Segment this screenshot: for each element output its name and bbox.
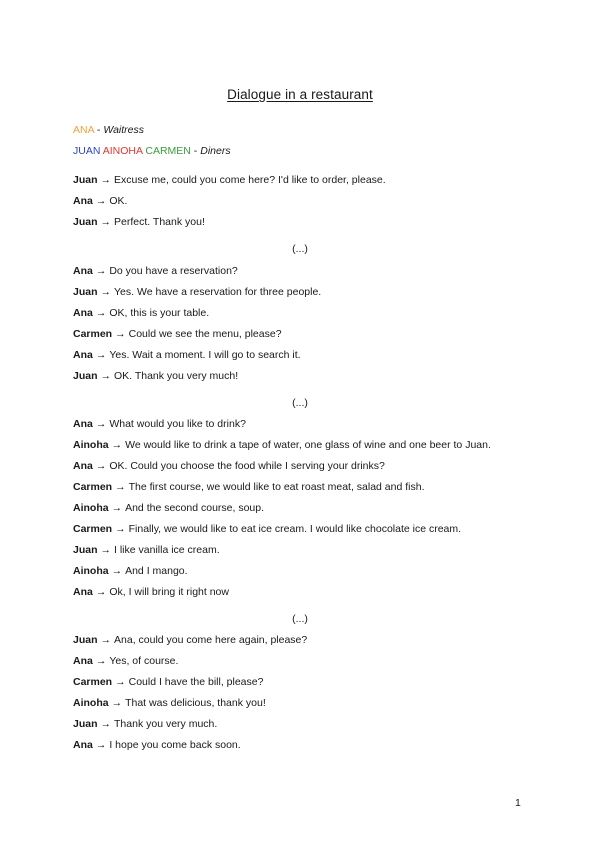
speaker-name: Juan — [73, 216, 98, 228]
cast-name-ainoha: AINOHA — [102, 145, 143, 157]
dialogue-text: And the second course, soup. — [125, 502, 265, 514]
scene-break: (...) — [292, 397, 308, 409]
dialogue-text: Yes. Wait a moment. I will go to search it. — [109, 349, 301, 361]
dialogue-text: OK. — [109, 195, 128, 207]
speaker-name: Ana — [73, 195, 93, 207]
arrow-icon: → — [111, 502, 123, 514]
dialogue-line — [73, 438, 491, 452]
speaker-name: Juan — [73, 370, 98, 382]
dialogue-line — [73, 369, 238, 383]
arrow-icon: → — [95, 349, 107, 361]
dialogue-text: That was delicious, thank you! — [125, 697, 266, 709]
dialogue-text: We would like to drink a tape of water, one glass of wine and one beer to Juan. — [125, 439, 491, 451]
role-separator: - — [94, 124, 104, 136]
arrow-icon: → — [95, 195, 107, 207]
page-number: 1 — [515, 797, 521, 809]
dialogue-line — [73, 654, 178, 668]
dialogue-text: Ok, I will bring it right now — [109, 586, 229, 598]
waitress-role-line — [73, 123, 144, 137]
speaker-name: Carmen — [73, 481, 113, 493]
dialogue-line — [73, 417, 246, 431]
arrow-icon: → — [100, 216, 112, 228]
dialogue-text: Finally, we would like to eat ice cream. I would like chocolate ice cream. — [128, 523, 462, 535]
dialogue-text: Perfect. Thank you! — [114, 216, 205, 228]
speaker-name: Ana — [73, 655, 93, 667]
arrow-icon: → — [115, 481, 126, 493]
dialogue-line — [73, 285, 321, 299]
arrow-icon: → — [100, 544, 112, 556]
dialogue-text: Could I have the bill, please? — [128, 676, 264, 688]
dialogue-line — [73, 696, 266, 710]
dialogue-line — [73, 522, 461, 536]
dialogue-text: I like vanilla ice cream. — [114, 544, 220, 556]
role-waitress: Waitress — [103, 124, 145, 136]
speaker-name: Carmen — [73, 523, 113, 535]
dialogue-text: OK, this is your table. — [109, 307, 210, 319]
speaker-name: Ana — [73, 460, 93, 472]
dialogue-line — [73, 306, 209, 320]
role-separator: - — [190, 145, 201, 157]
cast-name-ana: ANA — [73, 124, 95, 136]
role-diners: Diners — [200, 145, 231, 157]
arrow-icon: → — [100, 634, 112, 646]
speaker-name: Ainoha — [73, 439, 109, 451]
arrow-icon: → — [95, 418, 107, 430]
dialogue-line — [73, 633, 307, 647]
dialogue-line — [73, 348, 301, 362]
dialogue-text: Yes. We have a reservation for three people. — [114, 286, 322, 298]
arrow-icon: → — [100, 370, 112, 382]
dialogue-text: The first course, we would like to eat roast meat, salad and fish. — [128, 481, 425, 493]
dialogue-line — [73, 215, 205, 229]
arrow-icon: → — [100, 174, 112, 186]
dialogue-line — [73, 501, 264, 515]
dialogue-line — [73, 194, 127, 208]
speaker-name: Ana — [73, 418, 93, 430]
dialogue-line — [73, 173, 386, 187]
speaker-name: Ainoha — [73, 697, 109, 709]
speaker-name: Juan — [73, 286, 98, 298]
arrow-icon: → — [95, 307, 107, 319]
arrow-icon: → — [95, 460, 107, 472]
dialogue-text: Excuse me, could you come here? I'd like to order, please. — [114, 174, 386, 186]
dialogue-line — [73, 585, 229, 599]
arrow-icon: → — [100, 286, 112, 298]
speaker-name: Juan — [73, 544, 98, 556]
diners-role-line — [73, 144, 231, 158]
speaker-name: Carmen — [73, 328, 113, 340]
dialogue-line — [73, 717, 217, 731]
dialogue-line — [73, 564, 188, 578]
dialogue-line — [73, 327, 282, 341]
arrow-icon: → — [95, 739, 107, 751]
arrow-icon: → — [95, 655, 107, 667]
dialogue-line — [73, 675, 263, 689]
dialogue-line — [73, 459, 385, 473]
cast-name-carmen: CARMEN — [145, 145, 191, 157]
arrow-icon: → — [115, 328, 126, 340]
speaker-name: Ana — [73, 349, 93, 361]
arrow-icon: → — [111, 439, 123, 451]
speaker-name: Ana — [73, 586, 93, 598]
arrow-icon: → — [95, 586, 107, 598]
speaker-name: Juan — [73, 174, 98, 186]
dialogue-line — [73, 264, 238, 278]
arrow-icon: → — [95, 265, 107, 277]
arrow-icon: → — [100, 718, 112, 730]
speaker-name: Ana — [73, 265, 93, 277]
dialogue-text: And I mango. — [125, 565, 188, 577]
arrow-icon: → — [115, 676, 126, 688]
dialogue-text: Do you have a reservation? — [109, 265, 238, 277]
speaker-name: Juan — [73, 634, 98, 646]
arrow-icon: → — [115, 523, 126, 535]
scene-break: (...) — [292, 243, 308, 255]
scene-break: (...) — [292, 613, 308, 625]
cast-name-juan: JUAN — [73, 145, 101, 157]
dialogue-text: I hope you come back soon. — [109, 739, 241, 751]
speaker-name: Ana — [73, 307, 93, 319]
speaker-name: Carmen — [73, 676, 113, 688]
speaker-name: Ainoha — [73, 565, 109, 577]
dialogue-line — [73, 738, 241, 752]
arrow-icon: → — [111, 697, 123, 709]
speaker-name: Juan — [73, 718, 98, 730]
dialogue-text: What would you like to drink? — [109, 418, 246, 430]
speaker-name: Ana — [73, 739, 93, 751]
dialogue-text: OK. Could you choose the food while I serving your drinks? — [109, 460, 385, 472]
speaker-name: Ainoha — [73, 502, 109, 514]
dialogue-text: Yes, of course. — [109, 655, 179, 667]
dialogue-line — [73, 543, 220, 557]
arrow-icon: → — [111, 565, 123, 577]
dialogue-text: Ana, could you come here again, please? — [114, 634, 308, 646]
page-title: Dialogue in a restaurant — [227, 87, 373, 102]
dialogue-text: OK. Thank you very much! — [114, 370, 239, 382]
dialogue-text: Could we see the menu, please? — [128, 328, 282, 340]
dialogue-text: Thank you very much. — [114, 718, 218, 730]
dialogue-line — [73, 480, 425, 494]
